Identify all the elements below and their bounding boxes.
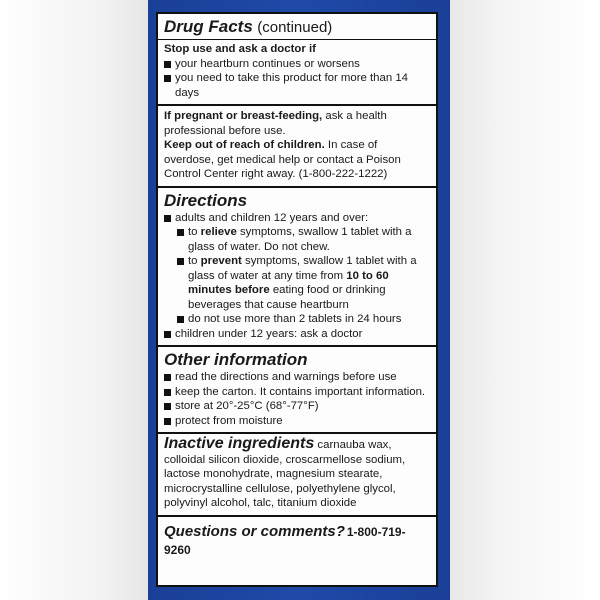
list-item <box>164 414 430 429</box>
bullet-square-icon <box>177 316 184 323</box>
stop-use-heading: Stop use and ask a doctor if <box>164 43 316 55</box>
bullet-square-icon <box>164 331 171 338</box>
relieve-post: symptoms, swallow 1 tablet with a glass of water. Do not chew. <box>188 226 412 253</box>
warnings-section <box>158 106 436 188</box>
inactive-text: carnauba wax, colloidal silicon dioxide, croscarmellose sodium, lactose monohydrate, magnesium stearate, microcrystalline cellulose, polyethylene glycol, polyvinyl alcohol, talc, titanium dioxide <box>164 439 406 509</box>
list-item <box>164 327 430 342</box>
list-item-text: keep the carton. It contains important information. <box>175 385 426 398</box>
relieve-text <box>188 225 430 254</box>
drug-facts-panel <box>156 12 438 587</box>
bullet-square-icon <box>177 258 184 265</box>
bullet-square-icon <box>177 229 184 236</box>
stop-use-section <box>158 14 436 106</box>
pregnant-warning <box>164 109 430 138</box>
other-info-section <box>158 347 436 434</box>
list-item <box>164 211 430 226</box>
other-info-title: Other information <box>164 350 308 369</box>
questions-label: Questions or comments? <box>164 522 345 540</box>
list-item <box>164 370 430 385</box>
list-item <box>164 254 430 312</box>
questions-phone: 1-800-719-9260 <box>164 524 406 557</box>
list-item <box>164 312 430 327</box>
list-item-text: children under 12 years: ask a doctor <box>175 327 363 340</box>
list-item-text: do not use more than 2 tablets in 24 hours <box>188 313 402 325</box>
list-item-text: you need to take this product for more than 14 days <box>175 72 409 99</box>
pregnant-lead: If pregnant or breast-feeding, <box>164 110 323 122</box>
bullet-square-icon <box>164 75 171 82</box>
list-item-text: store at 20°-25°C (68°-77°F) <box>175 400 319 412</box>
bullet-square-icon <box>164 418 171 425</box>
list-item-text: your heartburn continues or worsens <box>175 57 360 70</box>
list-item-text: adults and children 12 years and over: <box>175 211 369 224</box>
prevent-pre: to <box>188 255 201 267</box>
list-item-text: protect from moisture <box>175 414 283 427</box>
relieve-bold: relieve <box>200 226 237 238</box>
prevent-bold-timing: 10 to 60 minutes before <box>188 269 389 296</box>
list-item <box>164 71 430 100</box>
keep-out-lead: Keep out of reach of children. <box>164 139 325 151</box>
bullet-square-icon <box>164 215 171 222</box>
prevent-text <box>188 254 430 312</box>
list-item <box>164 225 430 254</box>
prevent-bold: prevent <box>200 255 242 267</box>
relieve-pre: to <box>188 226 201 238</box>
drug-facts-title: Drug Facts <box>164 17 253 36</box>
inactive-ingredients <box>164 437 430 511</box>
continued-label: (continued) <box>257 19 333 36</box>
prevent-post: eating food or drinking beverages that cause heartburn <box>188 284 386 311</box>
prevent-mid: symptoms, swallow 1 tablet with a glass of water at any time from <box>188 255 417 282</box>
pregnant-text: ask a health professional before use. <box>164 110 387 137</box>
list-item <box>164 57 430 72</box>
bullet-square-icon <box>164 389 171 396</box>
inactive-ingredients-section <box>158 434 436 517</box>
background-left <box>0 0 148 600</box>
background-right <box>450 0 600 600</box>
bullet-square-icon <box>164 403 171 410</box>
directions-title: Directions <box>164 190 248 210</box>
keep-out-text: In case of overdose, get medical help or contact a Poison Control Center right away. (1-800-222-1222) <box>164 139 401 180</box>
bullet-square-icon <box>164 61 171 68</box>
list-item-text: read the directions and warnings before use <box>175 371 397 383</box>
list-item <box>164 385 430 400</box>
panel-header <box>164 17 430 37</box>
questions-section <box>158 517 436 565</box>
directions-section <box>158 188 436 348</box>
list-item <box>164 399 430 414</box>
inactive-title: Inactive ingredients <box>164 435 315 452</box>
header-divider <box>158 39 436 40</box>
bullet-square-icon <box>164 374 171 381</box>
keep-out-warning <box>164 138 430 182</box>
carton-side <box>148 0 450 600</box>
